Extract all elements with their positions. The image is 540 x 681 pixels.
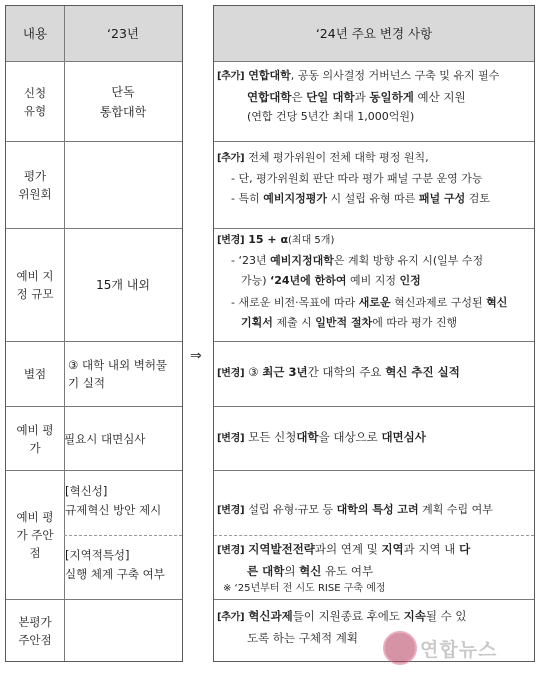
header-2024-changes: ‘24년 주요 변경 사항 xyxy=(315,25,433,41)
row-label-main-focus: 본평가 주안점 xyxy=(18,615,52,647)
watermark-logo xyxy=(383,631,497,665)
row-divider xyxy=(214,406,534,407)
change-block-application-type: [추가] 연합대학, 공동 의사결정 거버넌스 구축 및 유지 필수 연합대학은 단일 대학과 동일하게 예산 지원 (연합 건당 5년간 최대 1,000억원) xyxy=(217,69,500,123)
change-tag: [추가] xyxy=(217,153,245,164)
row-label-application-type: 신청 유형 xyxy=(23,85,47,118)
change-tag: [변경] xyxy=(217,235,245,246)
header-item: 내용 xyxy=(22,25,48,41)
row-sub-divider xyxy=(64,535,182,536)
cell-2023-main-focus xyxy=(64,600,182,662)
change-block-designation-size: [변경] 15 + α(최대 5개) - ‘23년 예비지정대학은 계획 방향 유지 시(일부 수정 가능) ‘24년에 한하여 예비 지정 인정 - 새로운 비전·목표에 따라 새로운 혁신과제로 구성된 혁신 기획서 제출 시 일반적 절차에 따라 평가 진행 xyxy=(217,233,508,329)
row-sub-divider xyxy=(214,535,534,536)
row-divider xyxy=(214,228,534,229)
change-block-bonus-points: [변경] ③ 최근 3년간 대학의 주요 혁신 추진 실적 xyxy=(217,365,460,379)
left-table xyxy=(5,5,183,662)
change-block-preliminary-evaluation: [변경] 모든 신청대학을 대상으로 대면심사 xyxy=(217,430,426,444)
change-tag: [변경] xyxy=(217,505,245,516)
change-tag: [변경] xyxy=(217,433,245,444)
row-divider xyxy=(214,141,534,142)
right-table xyxy=(213,5,535,662)
change-block-main-focus: [추가] 혁신과제들이 지원종료 후에도 지속될 수 있 도록 하는 구체적 계획 xyxy=(217,609,467,645)
row-divider xyxy=(214,341,534,342)
cell-2023-committee xyxy=(64,142,182,228)
yonhap-emblem-icon xyxy=(383,631,417,665)
cell-2023-application-type: 단독 통합대학 xyxy=(99,84,147,119)
change-tag: [추가] xyxy=(217,71,245,82)
change-block-innovation: [변경] 설립 유형·규모 등 대학의 특성 고려 계획 수립 여부 xyxy=(217,503,493,516)
change-tag: [추가] xyxy=(217,612,245,623)
change-tag: [변경] xyxy=(217,368,245,379)
cell-2023-regional: [지역적특성] 실행 체계 구축 여부 xyxy=(65,548,165,581)
row-label-preliminary-focus: 예비 평 가 주안 점 xyxy=(16,510,54,560)
change-block-regional: [변경] 지역발전전략과의 연계 및 지역과 지역 내 다 른 대학의 혁신 유도 여부 ※ ‘25년부터 전 시도 RISE 구축 예정 xyxy=(217,539,530,597)
row-label-committee: 평가 위원회 xyxy=(18,169,52,201)
header-2023: ‘23년 xyxy=(107,25,139,41)
change-block-committee: [추가] 전체 평가위원이 전체 대학 평정 원칙, - 단, 평가위원회 판단 따라 평가 패널 구분 운영 가능 - 특히 예비지정평가 시 설립 유형 따른 패널 구성 검토 xyxy=(217,151,490,205)
change-tag: [변경] xyxy=(217,545,245,556)
watermark-text: 연합뉴스 xyxy=(420,638,498,661)
row-label-preliminary-evaluation: 예비 평 가 xyxy=(16,422,54,455)
cell-2023-designation-size: 15개 내외 xyxy=(96,278,150,292)
row-divider xyxy=(214,470,534,471)
arrow-icon: ⇒ xyxy=(190,348,202,364)
row-divider xyxy=(214,61,534,62)
row-divider xyxy=(214,599,534,600)
row-label-bonus-points: 별점 xyxy=(23,367,47,381)
cell-2023-innovation: [혁신성] 규제혁신 방안 제시 xyxy=(65,484,162,517)
row-label-designation-size: 예비 지 정 규모 xyxy=(16,269,54,301)
cell-2023-preliminary-evaluation: 필요시 대면심사 xyxy=(64,431,146,446)
cell-2023-bonus-points: ③ 대학 내외 벽허물 기 실적 xyxy=(68,358,168,390)
regional-note: ※ ‘25년부터 전 시도 RISE 구축 예정 xyxy=(223,583,386,594)
